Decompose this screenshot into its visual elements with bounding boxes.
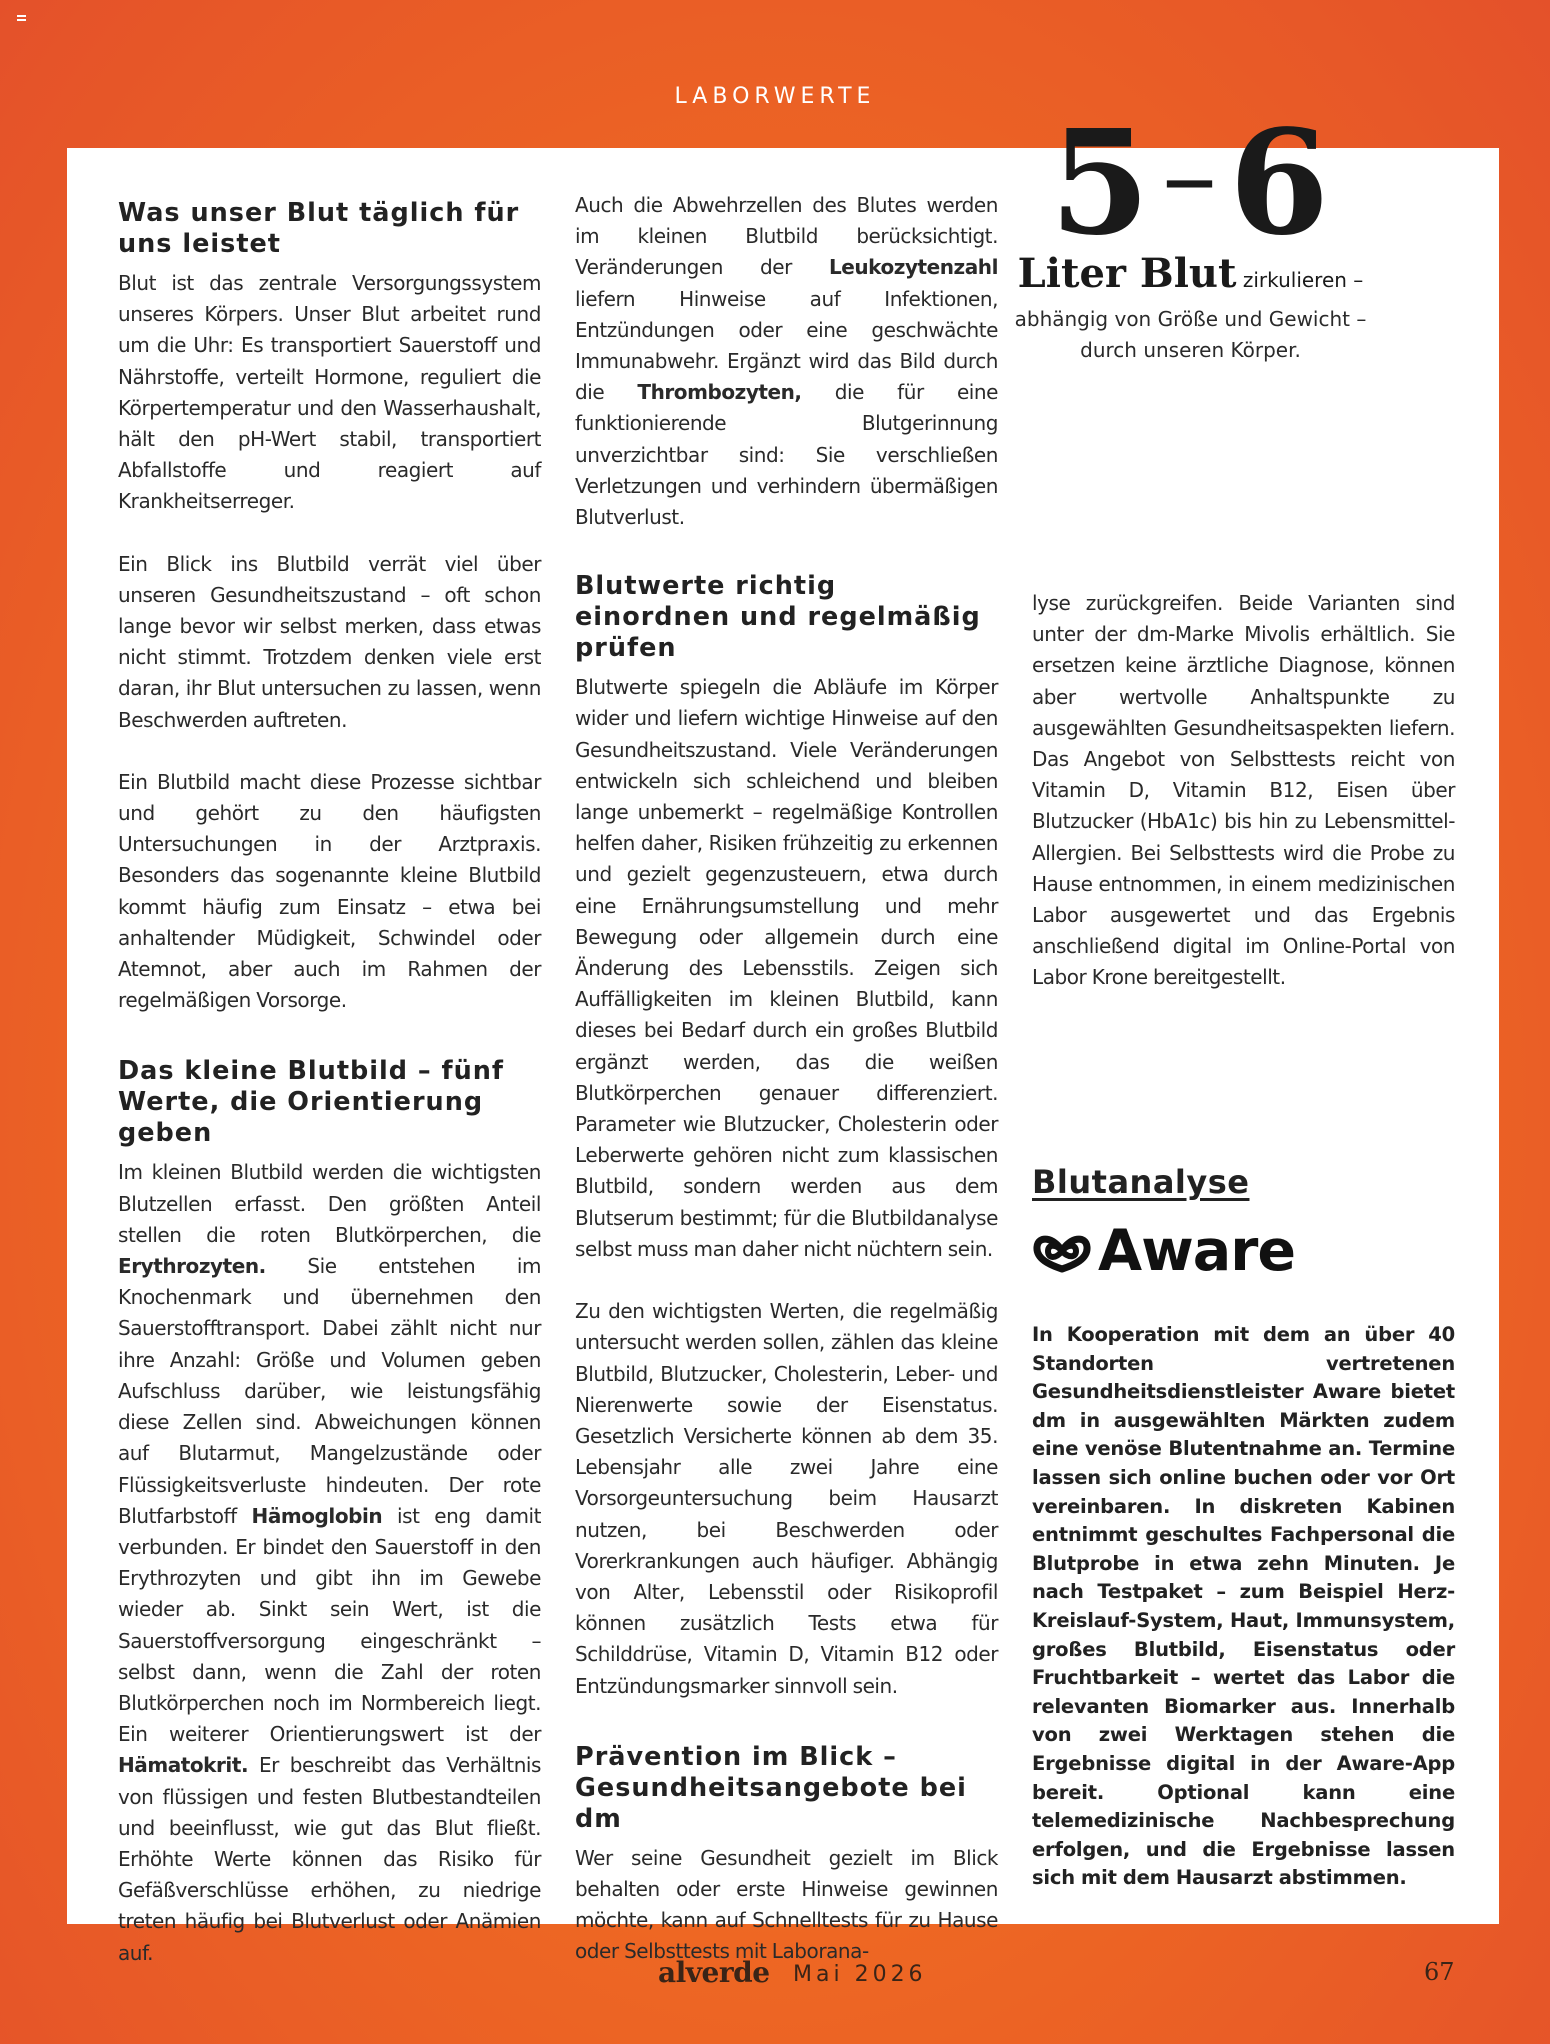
- stat-label: Liter Blut zirkulieren –: [1017, 250, 1364, 297]
- magazine-logo: alverde: [658, 1956, 770, 1989]
- column-1: [118, 198, 541, 1969]
- paragraph: Ein Blick ins Blutbild verrät viel über unseren Gesundheitszustand – oft schon lange bevor wir selbst merken, dass etwas nicht stimmt. Trotzdem denken viele erst daran, ihr Blut untersuchen zu lassen, wenn Beschwerden auftreten.: [118, 551, 541, 732]
- bold-term: Hämatokrit.: [118, 1753, 249, 1778]
- column-2: [575, 193, 998, 1968]
- stat-caption: abhängig von Größe und Gewicht –: [1014, 307, 1367, 331]
- section-label: LABORWERTE: [674, 84, 876, 109]
- paragraph: Im kleinen Blutbild werden die wichtigsten Blutzellen erfasst. Den größten Anteil stellen die roten Blutkörperchen, die Erythrozyten. Sie entstehen im Knochenmark und übernehmen den Sauerstofftransport. Dabei zählt nicht nur ihre Anzahl: Größe und Volumen geben Aufschluss darüber, wie leistungsfähig diese Zellen sind. Abweichungen können auf Blutarmut, Mangelzustände oder Flüssigkeitsverluste hindeuten. Der rote Blutfarbstoff Hämoglobin ist eng damit verbunden. Er bindet den Sauerstoff in den Erythrozyten und gibt ihn im Gewebe wieder ab. Sinkt sein Wert, ist die Sauerstoffversorgung eingeschränkt – selbst dann, wenn die Zahl der roten Blutkörperchen noch im Normbereich liegt. Ein weiterer Orientierungswert ist der Hämatokrit. Er beschreibt das Verhältnis von flüssigen und festen Blutbestandteilen und beeinflusst, wie gut das Blut fließt. Erhöhte Werte können das Risiko für Gefäßverschlüsse erhöhen, zu niedrige treten häufig bei Blutverlust oder Anämien auf.: [118, 1160, 541, 1965]
- paragraph: Auch die Abwehrzellen des Blutes werden im kleinen Blutbild berücksichtigt. Veränderungen der Leukozytenzahl liefern Hinweise auf Infektionen, Entzündungen oder eine geschwächte Immunabwehr. Ergänzt wird das Bild durch die Thrombozyten, die für eine funktionierende Blutgerinnung unverzichtbar sind: Sie verschließen Verletzungen und verhindern übermäßigen Blutverlust.: [575, 193, 998, 530]
- heading-blood-daily: Was unser Blut täglich für uns leistet: [118, 198, 520, 259]
- infinity-heart-icon: [1032, 1229, 1092, 1273]
- heading-small-blood-count: Das kleine Blutbild – fünf Werte, die Orientierung geben: [118, 1056, 505, 1149]
- column-3: [1032, 588, 1455, 994]
- heading-blood-values: Blutwerte richtig einordnen und regelmäßig prüfen: [575, 571, 981, 664]
- bold-term: Hämoglobin: [251, 1503, 383, 1528]
- bold-term: Erythrozyten.: [118, 1254, 266, 1279]
- paragraph: lyse zurückgreifen. Beide Varianten sind unter der dm-Marke Mivolis erhältlich. Sie ersetzen keine ärztliche Diagnose, können aber wertvolle Anhaltspunkte zu ausgewählten Gesundheitsaspekten liefern. Das Angebot von Selbsttests reicht von Vitamin D, Vitamin B12, Eisen über Blutzucker (HbA1c) bis hin zu Lebensmittel-Allergien. Bei Selbsttests wird die Probe zu Hause entnommen, in einem medizinischen Labor ausgewertet und das Ergebnis anschließend digital im Online-Portal von Labor Krone bereitgestellt.: [1032, 591, 1455, 990]
- paragraph: Blutwerte spiegeln die Abläufe im Körper wider und liefern wichtige Hinweise auf den Gesundheitszustand. Viele Veränderungen entwickeln sich schleichend und bleiben lange unbemerkt – regelmäßige Kontrollen helfen daher, Risiken frühzeitig zu erkennen und gezielt gegenzusteuern, etwa durch eine Ernährungsumstellung und mehr Bewegung oder allgemein durch eine Änderung des Lebensstils. Zeigen sich Auffälligkeiten im kleinen Blutbild, kann dieses bei Bedarf durch ein großes Blutbild ergänzt werden, das die weißen Blutkörperchen genauer differenziert. Parameter wie Blutzucker, Cholesterin oder Leberwerte gehören nicht zum klassischen Blutbild, sondern werden aus dem Blutserum bestimmt; für die Blutbildanalyse selbst muss man daher nicht nüchtern sein.: [575, 675, 998, 1261]
- highlight-stat: [993, 100, 1388, 366]
- menu-icon[interactable]: [17, 15, 26, 24]
- page-number: 67: [1424, 1958, 1455, 1986]
- paragraph: Wer seine Gesundheit gezielt im Blick behalten oder erste Hinweise gewinnen möchte, kann auf Schnelltests für zu Hause oder Selbsttests mit Laborana-: [575, 1845, 998, 1964]
- stat-number: 5–6: [1049, 98, 1332, 267]
- sidebar-heading: Blutanalyse: [1032, 1163, 1250, 1201]
- article-card: [67, 148, 1499, 1965]
- sidebar-text: In Kooperation mit dem an über 40 Standorten vertretenen Gesundheitsdienstleister Aware bietet dm in ausgewählten Märkten zudem eine venöse Blutentnahme an. Termine lassen sich online buchen oder vor Ort vereinbaren. In diskreten Kabinen entnimmt geschultes Fachpersonal die Blutprobe in etwa zehn Minuten. Je nach Testpaket – zum Beispiel Herz-Kreislauf-System, Haut, Immunsystem, großes Blutbild, Eisenstatus oder Fruchtbarkeit – wertet das Labor die relevanten Biomarker aus. Innerhalb von zwei Werktagen stehen die Ergebnisse digital in der Aware-App bereit. Optional kann eine telemedizinische Nachbesprechung erfolgen, und die Ergebnisse lassen sich mit dem Hausarzt abstimmen.: [1032, 1323, 1455, 1890]
- stat-caption: durch unseren Körper.: [1080, 338, 1301, 362]
- bold-term: Thrombozyten,: [637, 380, 802, 405]
- issue-date: Mai 2026: [793, 1962, 927, 1987]
- aware-logo: [1032, 1218, 1455, 1284]
- heading-prevention: Prävention im Blick – Gesundheitsangebote bei dm: [575, 1741, 967, 1834]
- paragraph: Zu den wichtigsten Werten, die regelmäßig untersucht werden sollen, zählen das kleine Blutbild, Blutzucker, Cholesterin, Leber- und Nierenwerte sowie der Eisenstatus. Gesetzlich Versicherte können ab dem 35. Lebensjahr alle zwei Jahre eine Vorsorgeuntersuchung beim Hausarzt nutzen, bei Beschwerden oder Vorerkrankungen auch häufiger. Abhängig von Alter, Lebensstil oder Risikoprofil können zusätzlich Tests etwa für Schilddrüse, Vitamin D, Vitamin B12 oder Entzündungsmarker sinnvoll sein.: [575, 1299, 998, 1698]
- bold-term: Leukozytenzahl: [828, 255, 998, 280]
- sidebar-blutanalyse: [1032, 1163, 1455, 1893]
- logo-text: Aware: [1098, 1218, 1296, 1284]
- paragraph: Blut ist das zentrale Versorgungssystem unseres Körpers. Unser Blut arbeitet rund um die Uhr: Es transportiert Sauerstoff und Nährstoffe, verteilt Hormone, reguliert die Körpertemperatur und den Wasserhaushalt, hält den pH-Wert stabil, transportiert Abfallstoffe und reagiert auf Krankheitserreger.: [118, 271, 541, 514]
- paragraph: Ein Blutbild macht diese Prozesse sichtbar und gehört zu den häufigsten Untersuchungen in der Arztpraxis. Besonders das sogenannte kleine Blutbild kommt häufig zum Einsatz – etwa bei anhaltender Müdigkeit, Schwindel oder Atemnot, aber auch im Rahmen der regelmäßigen Vorsorge.: [118, 769, 541, 1013]
